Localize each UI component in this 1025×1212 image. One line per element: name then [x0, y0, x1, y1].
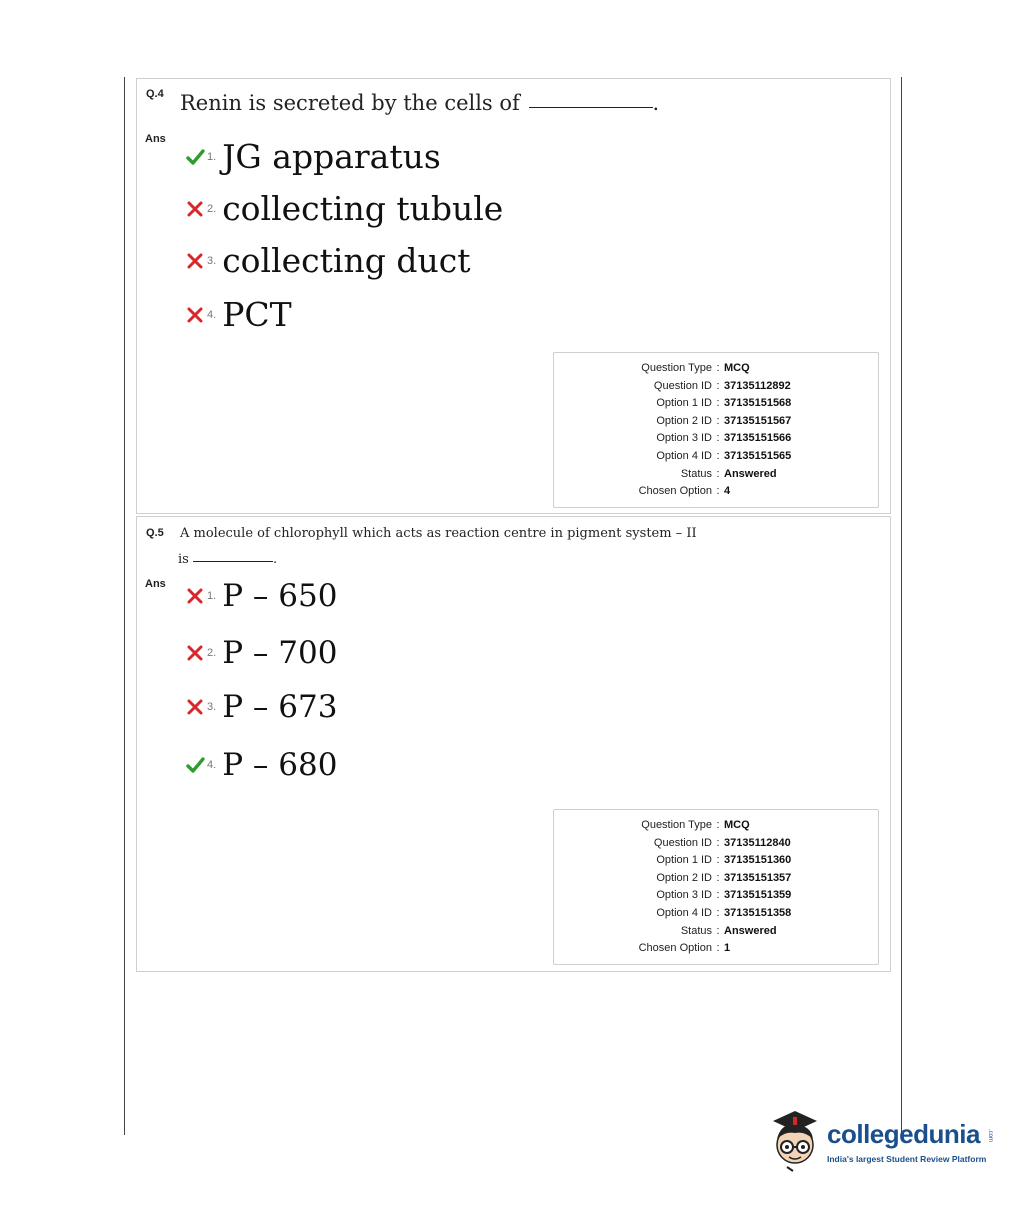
- mascot-icon: [765, 1103, 825, 1179]
- info-row: Question Type : MCQ: [641, 362, 750, 374]
- cross-icon: [185, 643, 205, 663]
- option-number: 1.: [207, 150, 217, 163]
- info-row: Status : Answered: [680, 924, 777, 937]
- info-row: Chosen Option : 4: [638, 485, 731, 498]
- option-4: [185, 747, 337, 783]
- left-border-line: [124, 77, 125, 1135]
- info-table: [554, 817, 791, 958]
- option-number: 4.: [207, 759, 217, 771]
- option-2: [185, 635, 337, 671]
- info-row: Option 1 ID : 37135151360: [656, 854, 792, 867]
- collegedunia-logo[interactable]: [765, 1103, 995, 1183]
- answer-label: Ans: [145, 578, 166, 590]
- info-row: Option 2 ID : 37135151567: [656, 414, 792, 427]
- info-row: Option 4 ID : 37135151565: [656, 449, 792, 462]
- info-row: Question Type : MCQ: [641, 819, 750, 831]
- option-text: P – 680: [222, 747, 338, 783]
- question-text-line-2: is .: [178, 552, 278, 567]
- option-3: [185, 241, 470, 280]
- info-row: Option 4 ID : 37135151358: [656, 906, 792, 919]
- logo-suffix: .com: [987, 1129, 993, 1143]
- option-4: [185, 295, 292, 334]
- info-row: Chosen Option : 1: [638, 942, 731, 955]
- check-icon: [185, 755, 205, 775]
- option-text: collecting duct: [222, 241, 471, 280]
- info-row: Status : Answered: [680, 467, 777, 480]
- option-text: P – 700: [222, 635, 338, 671]
- question-text-line-1: A molecule of chlorophyll which acts as reaction centre in pigment system – II: [180, 526, 697, 541]
- option-text: P – 650: [222, 578, 338, 614]
- option-2: [185, 189, 503, 228]
- option-number: 2.: [207, 647, 217, 659]
- option-number: 3.: [207, 701, 217, 713]
- question-number: Q.4: [146, 88, 164, 100]
- logo-wordmark: collegedunia: [827, 1119, 980, 1149]
- option-text: JG apparatus: [222, 137, 441, 176]
- answer-blank: [529, 107, 653, 108]
- option-text: collecting tubule: [222, 189, 504, 228]
- check-icon: [185, 147, 205, 167]
- right-border-line: [901, 77, 902, 1135]
- info-row: Option 2 ID : 37135151357: [656, 871, 792, 884]
- cross-icon: [185, 586, 205, 606]
- info-row: Option 1 ID : 37135151568: [656, 397, 792, 410]
- info-row: Option 3 ID : 37135151566: [656, 432, 792, 445]
- option-3: [185, 689, 337, 725]
- cross-icon: [185, 251, 205, 271]
- info-table: [554, 360, 791, 501]
- logo-tagline: India's largest Student Review Platform: [827, 1154, 987, 1164]
- cross-icon: [185, 305, 205, 325]
- cross-icon: [185, 697, 205, 717]
- option-number: 2.: [207, 202, 217, 215]
- info-row: Question ID : 37135112892: [653, 379, 791, 392]
- cross-icon: [185, 199, 205, 219]
- info-row: Option 3 ID : 37135151359: [656, 889, 792, 902]
- option-number: 1.: [207, 590, 217, 602]
- option-1: [185, 578, 337, 614]
- info-row: Question ID : 37135112840: [653, 836, 791, 849]
- answer-blank: [193, 561, 273, 562]
- option-1: [185, 137, 441, 176]
- question-info-panel-q5: [553, 809, 879, 965]
- question-number: Q.5: [146, 527, 164, 539]
- option-number: 4.: [207, 308, 217, 321]
- answer-label: Ans: [145, 133, 166, 145]
- question-text: Renin is secreted by the cells of .: [180, 91, 660, 115]
- option-text: P – 673: [222, 689, 338, 725]
- option-text: PCT: [222, 295, 292, 334]
- question-info-panel-q4: [553, 352, 879, 508]
- option-number: 3.: [207, 254, 217, 267]
